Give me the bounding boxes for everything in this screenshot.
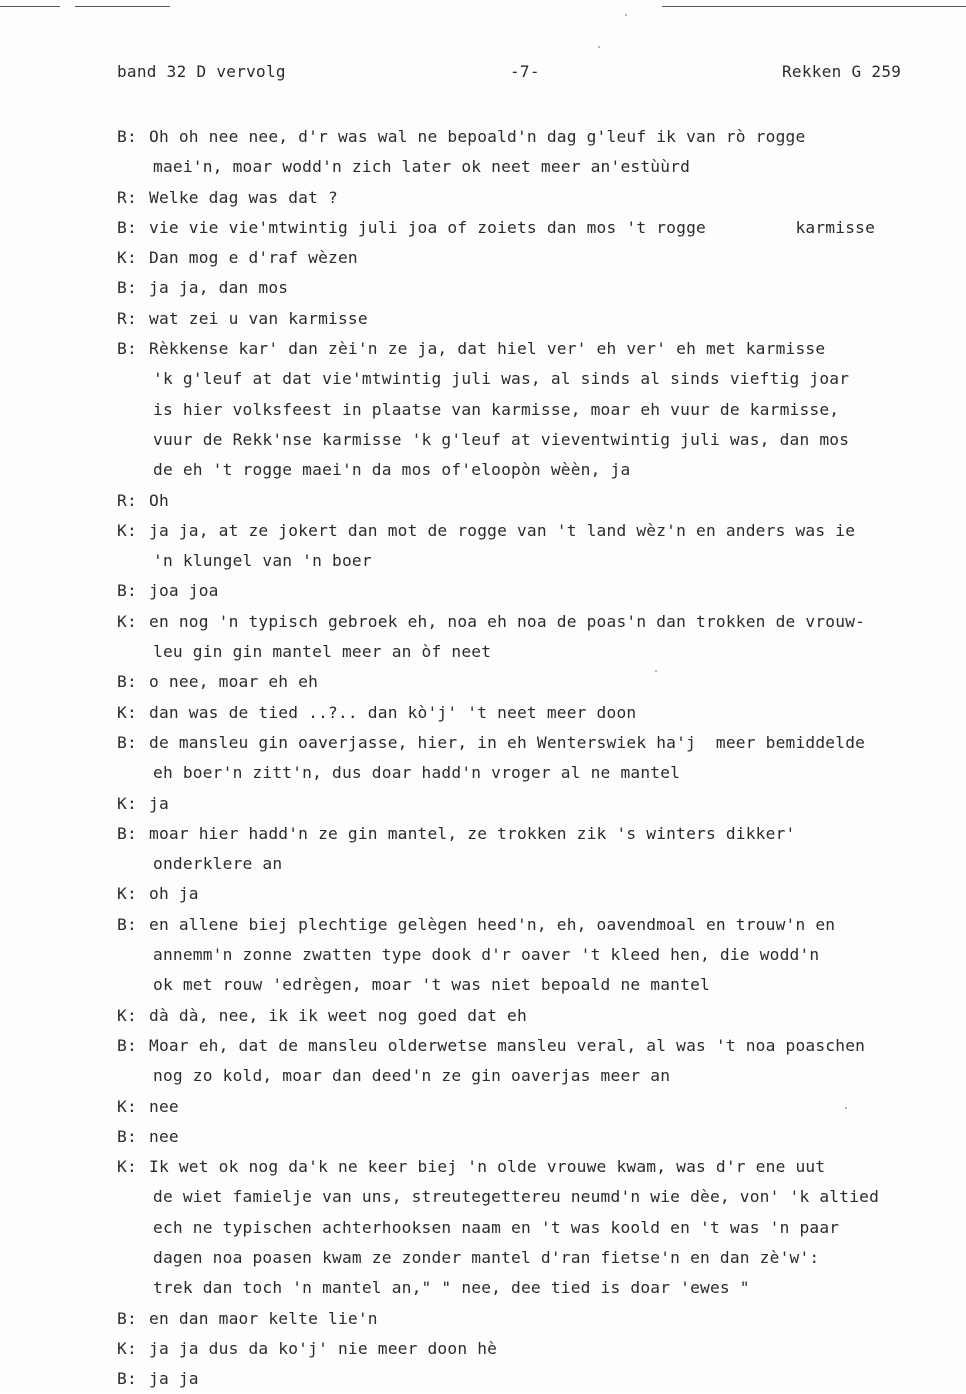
utterance-text: Ik wet ok nog da'k ne keer biej 'n olde vrouwe kwam, was d'r ene uut bbox=[149, 1157, 826, 1177]
transcript-line bbox=[117, 728, 957, 758]
speaker-label: R: bbox=[117, 187, 137, 207]
utterance-text: oh ja bbox=[149, 884, 199, 904]
utterance-text: onderklere an bbox=[153, 854, 283, 874]
utterance-text: Moar eh, dat de mansleu olderwetse mansleu veral, al was 't noa poaschen bbox=[149, 1035, 866, 1055]
speaker-label: B: bbox=[117, 581, 137, 601]
utterance-text: leu gin gin mantel meer an òf neet bbox=[153, 642, 492, 662]
utterance-text: dagen noa poasen kwam ze zonder mantel d'ran fietse'n en dan zè'w': bbox=[153, 1247, 820, 1267]
paper-speck bbox=[655, 670, 657, 672]
transcript-line bbox=[117, 607, 957, 637]
speaker-label: B: bbox=[117, 1308, 137, 1328]
transcript-line bbox=[117, 1334, 957, 1364]
transcript-line bbox=[117, 910, 957, 940]
transcript-line bbox=[117, 970, 957, 1000]
utterance-text: Oh bbox=[149, 490, 169, 510]
transcript-line bbox=[117, 516, 957, 546]
transcript-line bbox=[117, 486, 957, 516]
speaker-label: B: bbox=[117, 672, 137, 692]
utterance-text: vuur de Rekk'nse karmisse 'k g'leuf at vieventwintig juli was, dan mos bbox=[153, 429, 850, 449]
transcript-line bbox=[117, 395, 957, 425]
transcript-line bbox=[117, 758, 957, 788]
speaker-label: K: bbox=[117, 248, 137, 268]
utterance-text: moar hier hadd'n ze gin mantel, ze trokken zik 's winters dikker' bbox=[149, 823, 796, 843]
speaker-label: K: bbox=[117, 1005, 137, 1025]
top-rule-left bbox=[0, 6, 60, 7]
utterance-text: wat zei u van karmisse bbox=[149, 308, 368, 328]
utterance-text: ja ja bbox=[149, 1369, 199, 1389]
transcript-line bbox=[117, 1304, 957, 1334]
transcript-line bbox=[117, 304, 957, 334]
header-archive-code: Rekken G 259 bbox=[782, 62, 902, 81]
transcript-line bbox=[117, 1273, 957, 1303]
utterance-text: is hier volksfeest in plaatse van karmisse, moar eh vuur de karmisse, bbox=[153, 399, 840, 419]
utterance-text: 'n klungel van 'n boer bbox=[153, 551, 372, 571]
transcript-line bbox=[117, 1182, 957, 1212]
utterance-text: ja ja, dan mos bbox=[149, 278, 289, 298]
transcript-line bbox=[117, 152, 957, 182]
utterance-text: trek dan toch 'n mantel an," " nee, dee tied is doar 'ewes " bbox=[153, 1278, 750, 1298]
transcript-line bbox=[117, 819, 957, 849]
header-tape-reference: band 32 D vervolg bbox=[117, 62, 286, 81]
speaker-label: B: bbox=[117, 217, 137, 237]
transcript-line bbox=[117, 183, 957, 213]
transcript-line bbox=[117, 455, 957, 485]
utterance-text: ja ja dus da ko'j' nie meer doon hè bbox=[149, 1338, 498, 1358]
paper-speck bbox=[625, 14, 627, 16]
utterance-text: nee bbox=[149, 1126, 179, 1146]
speaker-label: K: bbox=[117, 1157, 137, 1177]
transcript-line bbox=[117, 1001, 957, 1031]
transcript-line bbox=[117, 273, 957, 303]
header-page-number: -7- bbox=[510, 62, 540, 81]
speaker-label: B: bbox=[117, 823, 137, 843]
utterance-text: annemm'n zonne zwatten type dook d'r oaver 't kleed hen, die wodd'n bbox=[153, 945, 820, 965]
transcript-line bbox=[117, 1061, 957, 1091]
speaker-label: B: bbox=[117, 1369, 137, 1389]
speaker-label: K: bbox=[117, 884, 137, 904]
utterance-text: ja bbox=[149, 793, 169, 813]
utterance-text: ech ne typischen achterhooksen naam en 't was koold en 't was 'n paar bbox=[153, 1217, 840, 1237]
transcript-line bbox=[117, 243, 957, 273]
utterance-text: en allene biej plechtige gelègen heed'n, eh, oavendmoal en trouw'n en bbox=[149, 914, 836, 934]
top-rule-mid bbox=[75, 6, 170, 7]
utterance-text: vie vie vie'mtwintig juli joa of zoiets dan mos 't rogge karmisse bbox=[149, 217, 876, 237]
transcript-line bbox=[117, 849, 957, 879]
speaker-label: B: bbox=[117, 1035, 137, 1055]
transcript-line bbox=[117, 576, 957, 606]
utterance-text: de eh 't rogge maei'n da mos of'eloopòn wèèn, ja bbox=[153, 460, 631, 480]
transcript-line bbox=[117, 1213, 957, 1243]
speaker-label: B: bbox=[117, 1126, 137, 1146]
utterance-text: ja ja, at ze jokert dan mot de rogge van 't land wèz'n en anders was ie bbox=[149, 520, 856, 540]
transcript-line bbox=[117, 1152, 957, 1182]
transcript-line bbox=[117, 879, 957, 909]
utterance-text: dan was de tied ..?.. dan kò'j' 't neet meer doon bbox=[149, 702, 637, 722]
utterance-text: maei'n, moar wodd'n zich later ok neet meer an'estùùrd bbox=[153, 157, 691, 177]
utterance-text: en dan maor kelte lie'n bbox=[149, 1308, 378, 1328]
transcript-line bbox=[117, 940, 957, 970]
speaker-label: R: bbox=[117, 308, 137, 328]
utterance-text: eh boer'n zitt'n, dus doar hadd'n vroger al ne mantel bbox=[153, 763, 681, 783]
speaker-label: B: bbox=[117, 914, 137, 934]
utterance-text: de mansleu gin oaverjasse, hier, in eh Wenterswiek ha'j meer bemiddelde bbox=[149, 732, 866, 752]
speaker-label: K: bbox=[117, 1338, 137, 1358]
speaker-label: K: bbox=[117, 520, 137, 540]
utterance-text: Dan mog e d'raf wèzen bbox=[149, 248, 358, 268]
utterance-text: Rèkkense kar' dan zèi'n ze ja, dat hiel ver' eh ver' eh met karmisse bbox=[149, 339, 826, 359]
speaker-label: K: bbox=[117, 793, 137, 813]
transcript-line bbox=[117, 425, 957, 455]
utterance-text: Welke dag was dat ? bbox=[149, 187, 338, 207]
utterance-text: nee bbox=[149, 1096, 179, 1116]
utterance-text: nog zo kold, moar dan deed'n ze gin oaverjas meer an bbox=[153, 1066, 671, 1086]
paper-speck bbox=[845, 1107, 847, 1109]
utterance-text: en nog 'n typisch gebroek eh, noa eh noa de poas'n dan trokken de vrouw- bbox=[149, 611, 866, 631]
speaker-label: R: bbox=[117, 490, 137, 510]
transcript-line bbox=[117, 667, 957, 697]
utterance-text: de wiet famielje van uns, streutegettereu neumd'n wie dèe, von' 'k altied bbox=[153, 1187, 880, 1207]
transcript-line bbox=[117, 1122, 957, 1152]
utterance-text: o nee, moar eh eh bbox=[149, 672, 319, 692]
utterance-text: joa joa bbox=[149, 581, 219, 601]
speaker-label: K: bbox=[117, 611, 137, 631]
speaker-label: K: bbox=[117, 702, 137, 722]
top-rule-right bbox=[662, 6, 966, 7]
transcript-line bbox=[117, 1364, 957, 1394]
transcript-line bbox=[117, 334, 957, 364]
speaker-label: K: bbox=[117, 1096, 137, 1116]
transcript-body bbox=[117, 122, 957, 1394]
transcript-line bbox=[117, 213, 957, 243]
transcript-line bbox=[117, 698, 957, 728]
utterance-text: dà dà, nee, ik ik weet nog goed dat eh bbox=[149, 1005, 527, 1025]
paper-speck bbox=[598, 46, 600, 48]
transcript-line bbox=[117, 122, 957, 152]
utterance-text: ok met rouw 'edrègen, moar 't was niet bepoald ne mantel bbox=[153, 975, 710, 995]
transcript-line bbox=[117, 364, 957, 394]
speaker-label: B: bbox=[117, 732, 137, 752]
speaker-label: B: bbox=[117, 339, 137, 359]
speaker-label: B: bbox=[117, 278, 137, 298]
transcript-line bbox=[117, 546, 957, 576]
speaker-label: B: bbox=[117, 127, 137, 146]
transcript-line bbox=[117, 1243, 957, 1273]
transcript-line bbox=[117, 1031, 957, 1061]
utterance-text: Oh oh nee nee, d'r was wal ne bepoald'n dag g'leuf ik van rò rogge bbox=[149, 127, 806, 146]
transcript-line bbox=[117, 789, 957, 819]
transcript-line bbox=[117, 637, 957, 667]
transcript-line bbox=[117, 1092, 957, 1122]
utterance-text: 'k g'leuf at dat vie'mtwintig juli was, al sinds al sinds vieftig joar bbox=[153, 369, 850, 389]
